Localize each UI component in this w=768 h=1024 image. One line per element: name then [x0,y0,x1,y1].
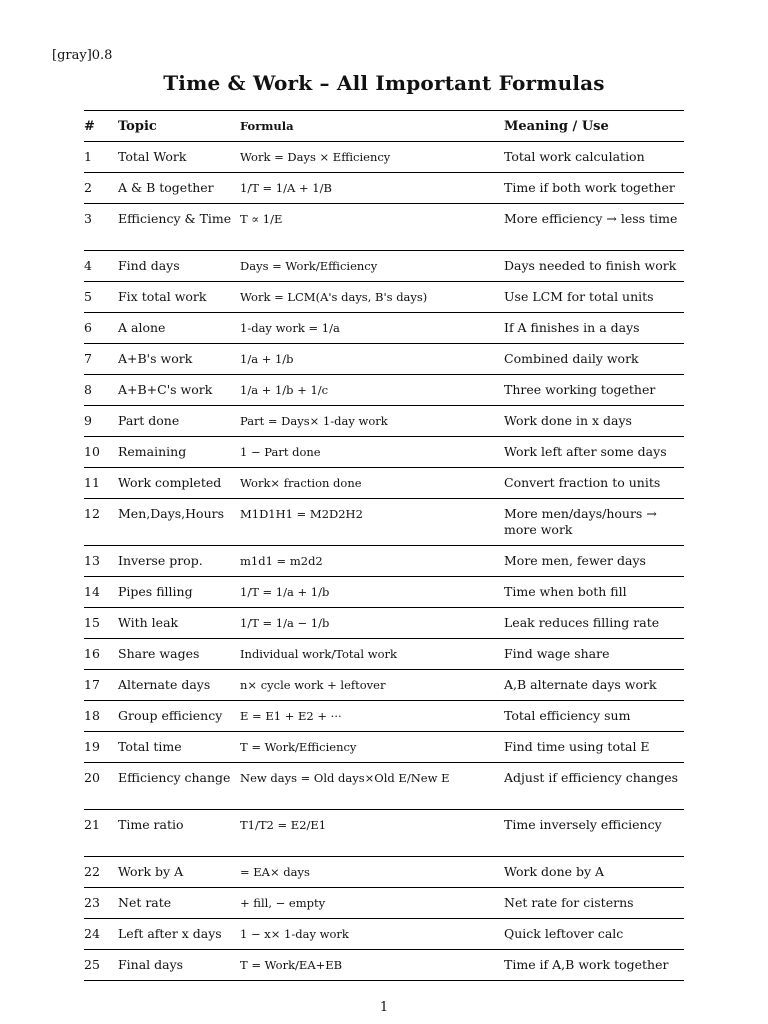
row-num: 5 [84,282,118,313]
row-topic: A+B+C's work [118,375,240,406]
row-formula: n× cycle work + leftover [240,670,504,701]
row-meaning: Time inversely efficiency [504,810,684,857]
row-topic: A & B together [118,173,240,204]
row-topic: With leak [118,608,240,639]
row-topic: Work completed [118,468,240,499]
row-num: 14 [84,577,118,608]
row-meaning: Find time using total E [504,732,684,763]
row-meaning: Work done in x days [504,406,684,437]
row-topic: Left after x days [118,919,240,950]
row-topic: Part done [118,406,240,437]
row-num: 21 [84,810,118,857]
row-meaning: Use LCM for total units [504,282,684,313]
row-num: 22 [84,857,118,888]
page-number: 1 [379,1000,389,1015]
row-num: 9 [84,406,118,437]
table-row [84,468,684,499]
row-meaning: Work left after some days [504,437,684,468]
table-row [84,810,684,857]
row-meaning: Adjust if efficiency changes [504,763,684,810]
table-header-row [84,111,684,142]
row-formula: Work× fraction done [240,468,504,499]
table-row [84,732,684,763]
row-topic: A alone [118,313,240,344]
row-topic: Group efficiency [118,701,240,732]
row-formula: T ∝ 1/E [240,204,504,251]
row-num: 23 [84,888,118,919]
row-formula: Work = LCM(A's days, B's days) [240,282,504,313]
row-meaning: Time if A,B work together [504,950,684,981]
row-topic: Total time [118,732,240,763]
formula-table [84,110,684,981]
row-meaning: Work done by A [504,857,684,888]
table-row [84,437,684,468]
row-meaning: Leak reduces filling rate [504,608,684,639]
row-formula: + fill, − empty [240,888,504,919]
table-row [84,701,684,732]
row-num: 12 [84,499,118,546]
table-row [84,499,684,546]
row-meaning: A,B alternate days work [504,670,684,701]
row-num: 3 [84,204,118,251]
row-topic: Share wages [118,639,240,670]
row-formula: m1d1 = m2d2 [240,546,504,577]
row-formula: Work = Days × Efficiency [240,142,504,173]
row-num: 17 [84,670,118,701]
table-row [84,950,684,981]
row-topic: Find days [118,251,240,282]
row-topic: Fix total work [118,282,240,313]
row-topic: Remaining [118,437,240,468]
row-formula: 1/T = 1/a + 1/b [240,577,504,608]
table-row [84,173,684,204]
row-topic: Pipes filling [118,577,240,608]
row-meaning: More men, fewer days [504,546,684,577]
row-topic: Alternate days [118,670,240,701]
page-title: Time & Work – All Important Formulas [163,71,605,95]
header-formula: Formula [240,111,504,142]
row-num: 7 [84,344,118,375]
table-row [84,204,684,251]
row-num: 13 [84,546,118,577]
table-row [84,763,684,810]
row-topic: A+B's work [118,344,240,375]
row-topic: Final days [118,950,240,981]
row-topic: Men,Days,Hours [118,499,240,546]
row-meaning: Find wage share [504,639,684,670]
row-topic: Efficiency change [118,763,240,810]
row-num: 10 [84,437,118,468]
row-meaning: Three working together [504,375,684,406]
row-num: 11 [84,468,118,499]
row-meaning: Quick leftover calc [504,919,684,950]
row-meaning: Time if both work together [504,173,684,204]
row-num: 18 [84,701,118,732]
row-formula: 1 − x× 1-day work [240,919,504,950]
table-row [84,375,684,406]
row-num: 24 [84,919,118,950]
row-topic: Inverse prop. [118,546,240,577]
row-formula: = EA× days [240,857,504,888]
table-row [84,608,684,639]
row-meaning: Combined daily work [504,344,684,375]
render-artifact-text: [gray]0.8 [52,48,113,63]
table-row [84,888,684,919]
row-meaning: More efficiency → less time [504,204,684,251]
row-num: 25 [84,950,118,981]
row-meaning: Total work calculation [504,142,684,173]
table-row [84,857,684,888]
row-topic: Total Work [118,142,240,173]
row-meaning: Convert fraction to units [504,468,684,499]
row-formula: Part = Days× 1-day work [240,406,504,437]
table-row [84,577,684,608]
row-formula: 1/T = 1/A + 1/B [240,173,504,204]
row-topic: Net rate [118,888,240,919]
row-num: 1 [84,142,118,173]
row-meaning: Time when both fill [504,577,684,608]
row-num: 6 [84,313,118,344]
table-row [84,142,684,173]
row-meaning: If A finishes in a days [504,313,684,344]
row-formula: New days = Old days×Old E/New E [240,763,504,810]
row-formula: 1/T = 1/a − 1/b [240,608,504,639]
table-row [84,406,684,437]
row-formula: 1 − Part done [240,437,504,468]
table-row [84,251,684,282]
row-num: 20 [84,763,118,810]
header-topic: Topic [118,111,240,142]
row-meaning: Net rate for cisterns [504,888,684,919]
row-num: 19 [84,732,118,763]
row-meaning: Days needed to finish work [504,251,684,282]
row-num: 4 [84,251,118,282]
row-topic: Time ratio [118,810,240,857]
row-formula: M1D1H1 = M2D2H2 [240,499,504,546]
row-formula: T = Work/EA+EB [240,950,504,981]
row-formula: Days = Work/Efficiency [240,251,504,282]
row-num: 8 [84,375,118,406]
row-formula: T = Work/Efficiency [240,732,504,763]
row-formula: T1/T2 = E2/E1 [240,810,504,857]
table-row [84,639,684,670]
table-row [84,546,684,577]
table-row [84,282,684,313]
row-num: 16 [84,639,118,670]
table-row [84,344,684,375]
table-row [84,919,684,950]
table-row [84,670,684,701]
row-num: 15 [84,608,118,639]
header-meaning: Meaning / Use [504,111,684,142]
row-formula: 1-day work = 1/a [240,313,504,344]
row-topic: Work by A [118,857,240,888]
row-meaning: More men/days/hours → more work [504,499,684,546]
row-meaning: Total efficiency sum [504,701,684,732]
table-row [84,313,684,344]
row-formula: E = E1 + E2 + ··· [240,701,504,732]
row-formula: Individual work/Total work [240,639,504,670]
row-formula: 1/a + 1/b + 1/c [240,375,504,406]
row-num: 2 [84,173,118,204]
row-formula: 1/a + 1/b [240,344,504,375]
header-num: # [84,111,118,142]
row-topic: Efficiency & Time [118,204,240,251]
